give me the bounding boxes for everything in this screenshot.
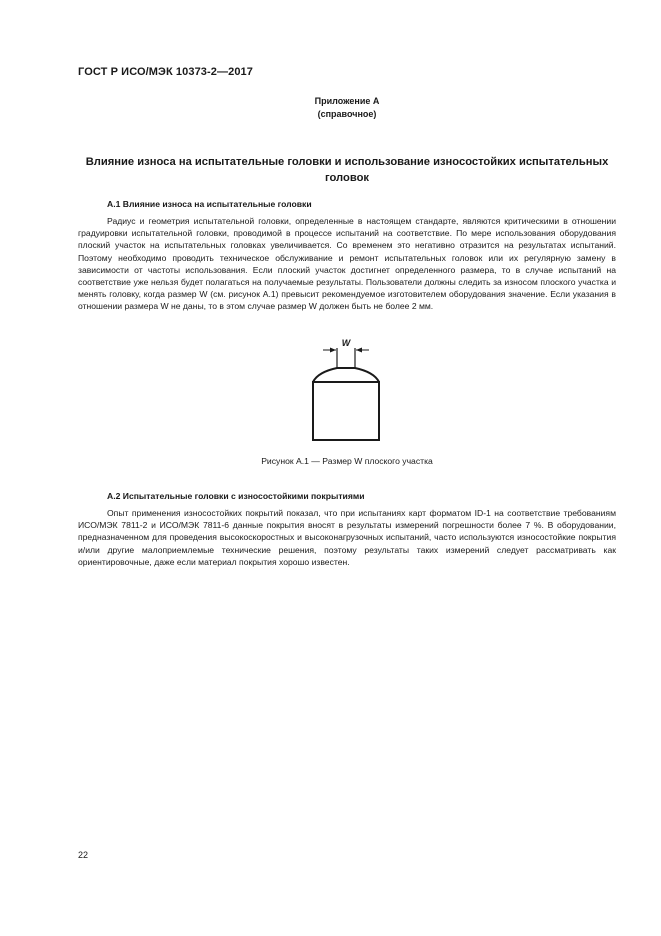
section-a1-heading: А.1 Влияние износа на испытательные головки [107,199,312,209]
head-body [313,382,379,440]
annex-title: Приложение А [314,96,380,106]
page-number: 22 [78,850,89,860]
section-a2-paragraph: Опыт применения износостойких покрытий показал, что при испытаниях карт форматом ID-1 на соответствие требованиям ИСО/МЭК 7811-2 и ИСО/МЭК 7811-6 данные покрытия вносят в результаты измерений погрешности более 7 %. В оборудовании, предназначенном для проведения высокоскоростных и высоконагрузочных испытаний, часто используются износостойкие покрытия и/или другие малоприемлемые технические решения, поэтому результаты таких измерений следует рассматривать как ориентировочные, даже если материал покрытия хорошо известен. [78,508,616,567]
w-arrow-right [356,348,362,353]
annex-note: (справочное) [317,109,377,119]
w-arrow-left [330,348,336,353]
w-label: W [341,338,351,348]
test-head-figure [296,338,396,442]
section-a1-paragraph: Радиус и геометрия испытательной головки, определенные в настоящем стандарте, являются критическими в отношении градуировки испытательной головки, проводимой в процессе испытаний на соответствие. По мере использования оборудования плоский участок на испытательных головках увеличивается. Со временем это негативно отразится на результатах испытаний. Поэтому необходимо проводить техническое обслуживание и ремонт испытательных головок или их регулярную замену в зависимости от частоты использования. Если плоский участок достигнет определенного размера, то в случае испытаний на соответствие уже нельзя будет полагаться на получаемые результаты. Пользователи должны следить за износом плоского участка и менять головку, когда размер W (см. рисунок А.1) превысит рекомендуемое изготовителем оборудования значение. Если указания в отношении размера W не даны, то в этом случае размер W должен быть не более 2 мм. [78,216,616,312]
main-title: Влияние износа на испытательные головки и использование износостойких испытательных головок [85,156,609,184]
document-header: ГОСТ Р ИСО/МЭК 10373-2—2017 [78,66,253,78]
section-a2-heading: А.2 Испытательные головки с износостойкими покрытиями [107,491,365,501]
head-rounded-top [313,368,379,382]
figure-caption: Рисунок А.1 — Размер W плоского участка [261,456,433,466]
